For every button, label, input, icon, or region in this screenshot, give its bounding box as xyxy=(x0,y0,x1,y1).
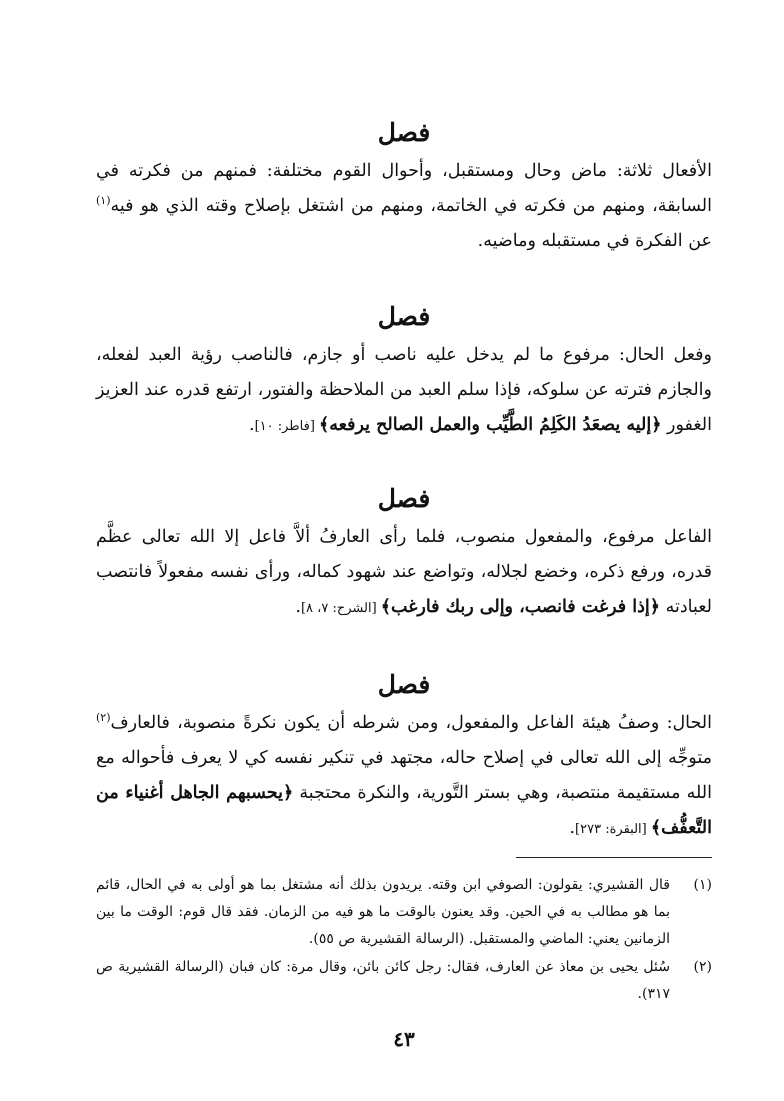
paragraph xyxy=(96,154,712,259)
page-number: ٤٣ xyxy=(393,1027,415,1051)
verse-reference: [البقرة: ٢٧٣] xyxy=(575,822,651,837)
footnote-marker[interactable]: (٢) xyxy=(96,711,111,725)
footnote-marker[interactable]: (١) xyxy=(96,194,111,208)
footnote-number: (٢) xyxy=(693,959,712,975)
footnote xyxy=(96,954,712,1008)
page xyxy=(96,112,712,1072)
paragraph xyxy=(96,706,712,847)
footnote-number: (١) xyxy=(693,877,712,893)
verse-reference: [الشرح: ٧، ٨] xyxy=(300,601,381,616)
footnote-text: قال القشيري: يقولون: الصوفي ابن وقته. يريدون بذلك أنه مشتغل بما هو أولى به في الحال، قائم بما هو مطالب به في الحين. وقد يعنون بالوقت ما هو فيه من الزمان. فقد قال قوم: الوقت ما بين الزمانين يعني: الماضي والمستقبل. (الرسالة القشيرية ص ٥٥). xyxy=(96,877,670,947)
section-heading: فصل xyxy=(377,670,431,699)
paragraph-text: الأفعال ثلاثة: ماض وحال ومستقبل، وأحوال القوم مختلفة: فمنهم من فكرته في السابقة، ومنهم من فكرته في الخاتمة، ومنهم من اشتغل بإصلاح وقته الذي هو فيه xyxy=(96,161,712,216)
footnote-divider xyxy=(516,857,712,858)
paragraph xyxy=(96,520,712,626)
footnote xyxy=(96,872,712,953)
section-2 xyxy=(96,300,712,444)
section-1 xyxy=(96,116,712,259)
paragraph-text: متوجِّه إلى الله تعالى في إصلاح حاله، مجتهد في تنكير نفسه كي لا يعرف فأحواله مع الله مستقيمة منتصبة، وهي بستر التَّورية، والنكرة محتجبة xyxy=(96,748,712,803)
paragraph-text: . xyxy=(295,597,301,617)
paragraph xyxy=(96,338,712,444)
quran-quote: ﴿يحسبهم الجاهل أغنياء من التَّعفُّف﴾ xyxy=(96,783,712,838)
section-heading: فصل xyxy=(377,302,431,331)
section-4 xyxy=(96,668,712,847)
section-body xyxy=(96,338,712,444)
paragraph-text: الفاعل مرفوع، والمفعول منصوب، فلما رأى العارفُ ألاَّ فاعل إلا الله تعالى عظَّم قدره، ورفع ذكره، وخضع لجلاله، وتواضع عند شهود كماله، ورأى نفسه مفعولاً فانتصب لعبادته xyxy=(96,527,712,617)
paragraph-text: وفعل الحال: مرفوع ما لم يدخل عليه ناصب أو جازم، فالناصب رؤية العبد لفعله، والجازم فترته عن سلوكه، فإذا سلم العبد من الملاحظة والفتور، ارتفع قدره عند العزيز الغفور xyxy=(96,345,712,435)
section-body xyxy=(96,520,712,626)
paragraph-text: عن الفكرة في مستقبله وماضيه. xyxy=(477,231,712,251)
verse-reference: [فاطر: ١٠] xyxy=(254,419,320,434)
paragraph-text: الحال: وصفُ هيئة الفاعل والمفعول، ومن شرطه أن يكون نكرةً منصوبة، فالعارف xyxy=(110,713,712,733)
section-body xyxy=(96,706,712,847)
paragraph-text: . xyxy=(569,818,576,838)
section-heading: فصل xyxy=(377,118,431,147)
quran-quote: ﴿إليه يصعَدُ الكَلِمُ الطَّيِّب والعمل الصالح يرفعه﴾ xyxy=(319,415,662,435)
quran-quote: ﴿إذا فرغت فانصب، وإلى ربك فارغب﴾ xyxy=(380,597,660,617)
paragraph-text: . xyxy=(248,415,255,435)
section-3 xyxy=(96,482,712,626)
section-body xyxy=(96,154,712,259)
footnote-text: سُئل يحيى بن معاذ عن العارف، فقال: رجل كائن بائن، وقال مرة: كان فبان (الرسالة القشيرية ص ٣١٧). xyxy=(96,959,670,1002)
footnotes xyxy=(96,872,712,1009)
section-heading: فصل xyxy=(377,484,431,513)
